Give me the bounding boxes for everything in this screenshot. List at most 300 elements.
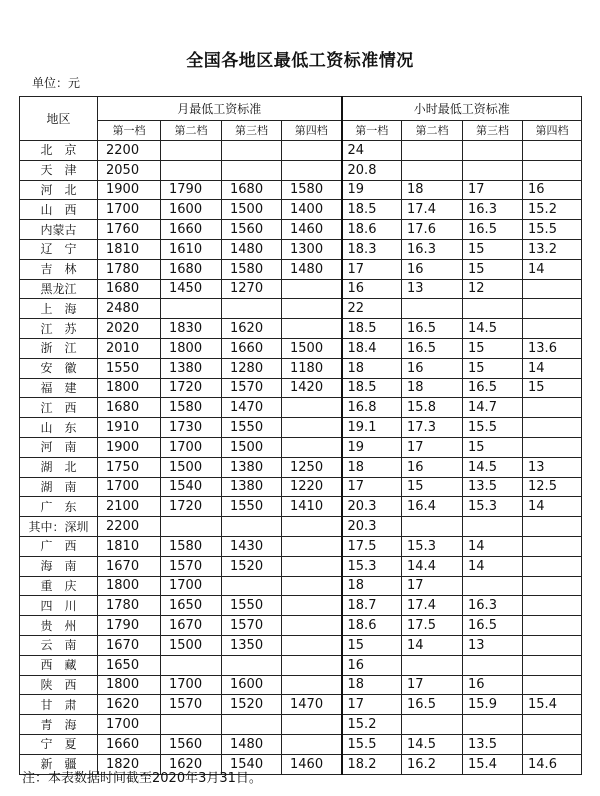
hourly-wage-cell: 15: [463, 358, 523, 378]
hourly-header: 小时最低工资标准: [342, 97, 582, 121]
monthly-wage-cell: [282, 141, 342, 161]
table-row: [20, 695, 582, 715]
hourly-wage-cell: [523, 734, 582, 754]
hourly-wage-cell: 17: [342, 477, 402, 497]
hourly-wage-cell: 15.2: [523, 200, 582, 220]
hourly-wage-cell: 14: [402, 635, 463, 655]
monthly-wage-cell: [222, 576, 282, 596]
monthly-wage-cell: 1500: [222, 437, 282, 457]
hourly-wage-cell: 18.5: [342, 378, 402, 398]
monthly-wage-cell: 1470: [222, 398, 282, 418]
monthly-wage-cell: 1570: [161, 556, 222, 576]
region-header: 地区: [20, 97, 98, 141]
monthly-wage-cell: 1620: [222, 319, 282, 339]
hourly-wage-cell: 18: [402, 180, 463, 200]
monthly-wage-cell: 1420: [282, 378, 342, 398]
hourly-wage-cell: [402, 715, 463, 735]
monthly-wage-cell: 1380: [222, 457, 282, 477]
monthly-wage-cell: 1380: [161, 358, 222, 378]
monthly-wage-cell: 1820: [98, 754, 161, 774]
monthly-wage-cell: 1900: [98, 180, 161, 200]
hourly-wage-cell: 17.4: [402, 596, 463, 616]
monthly-wage-cell: 1570: [222, 378, 282, 398]
hourly-wage-cell: [523, 299, 582, 319]
table-row: [20, 418, 582, 438]
monthly-wage-cell: 1480: [222, 734, 282, 754]
hourly-wage-cell: 18.6: [342, 616, 402, 636]
monthly-wage-cell: [161, 715, 222, 735]
monthly-wage-cell: 1350: [222, 635, 282, 655]
hourly-wage-cell: 16: [463, 675, 523, 695]
hourly-wage-cell: 15.4: [463, 754, 523, 774]
hourly-wage-cell: 16: [342, 279, 402, 299]
hourly-wage-cell: 13: [523, 457, 582, 477]
hourly-wage-cell: [523, 279, 582, 299]
monthly-wage-cell: 1580: [222, 259, 282, 279]
monthly-wage-cell: 1790: [161, 180, 222, 200]
monthly-wage-cell: 1180: [282, 358, 342, 378]
hourly-wage-cell: [402, 141, 463, 161]
hourly-tier-4: 第四档: [523, 121, 582, 141]
hourly-wage-cell: 17.3: [402, 418, 463, 438]
hourly-wage-cell: 18.2: [342, 754, 402, 774]
hourly-wage-cell: 13.5: [463, 477, 523, 497]
table-row: [20, 734, 582, 754]
table-row: [20, 141, 582, 161]
hourly-wage-cell: 16.3: [463, 200, 523, 220]
region-cell: 辽 宁: [20, 239, 98, 259]
hourly-wage-cell: 17: [402, 437, 463, 457]
hourly-wage-cell: 14: [463, 556, 523, 576]
monthly-wage-cell: 1380: [222, 477, 282, 497]
monthly-wage-cell: 1700: [161, 675, 222, 695]
hourly-wage-cell: [402, 299, 463, 319]
region-cell: 天 津: [20, 160, 98, 180]
hourly-wage-cell: [402, 655, 463, 675]
hourly-wage-cell: 17.5: [342, 536, 402, 556]
hourly-wage-cell: 15: [342, 635, 402, 655]
hourly-wage-cell: 14.5: [402, 734, 463, 754]
hourly-wage-cell: 18: [402, 378, 463, 398]
monthly-wage-cell: 1580: [161, 536, 222, 556]
hourly-tier-2: 第二档: [402, 121, 463, 141]
monthly-wage-cell: 1780: [98, 596, 161, 616]
region-cell: 山 西: [20, 200, 98, 220]
region-cell: 西 藏: [20, 655, 98, 675]
hourly-wage-cell: 13: [463, 635, 523, 655]
table-row: [20, 180, 582, 200]
monthly-wage-cell: 1660: [161, 220, 222, 240]
monthly-wage-cell: 1720: [161, 497, 222, 517]
hourly-wage-cell: [523, 517, 582, 537]
monthly-wage-cell: 1800: [98, 576, 161, 596]
table-row: [20, 536, 582, 556]
region-cell: 内蒙古: [20, 220, 98, 240]
monthly-wage-cell: [282, 437, 342, 457]
monthly-wage-cell: 1580: [282, 180, 342, 200]
table-row: [20, 200, 582, 220]
monthly-wage-cell: [161, 299, 222, 319]
hourly-tier-3: 第三档: [463, 121, 523, 141]
monthly-wage-cell: 1400: [282, 200, 342, 220]
monthly-wage-cell: [222, 715, 282, 735]
hourly-wage-cell: 18: [342, 457, 402, 477]
hourly-wage-cell: 14.5: [463, 457, 523, 477]
monthly-wage-cell: 1540: [222, 754, 282, 774]
table-row: [20, 655, 582, 675]
monthly-wage-cell: 1700: [98, 200, 161, 220]
region-cell: 吉 林: [20, 259, 98, 279]
hourly-wage-cell: 14.4: [402, 556, 463, 576]
monthly-wage-cell: [282, 734, 342, 754]
hourly-wage-cell: [463, 576, 523, 596]
monthly-wage-cell: 1550: [222, 418, 282, 438]
hourly-wage-cell: [523, 160, 582, 180]
hourly-wage-cell: [523, 655, 582, 675]
hourly-wage-cell: 15.4: [523, 695, 582, 715]
hourly-wage-cell: [463, 160, 523, 180]
monthly-wage-cell: 1220: [282, 477, 342, 497]
monthly-wage-cell: 1550: [222, 596, 282, 616]
hourly-wage-cell: 14.7: [463, 398, 523, 418]
monthly-wage-cell: 1720: [161, 378, 222, 398]
hourly-wage-cell: 15: [463, 239, 523, 259]
monthly-header: 月最低工资标准: [98, 97, 342, 121]
hourly-wage-cell: [463, 715, 523, 735]
table-row: [20, 576, 582, 596]
monthly-wage-cell: 1500: [161, 635, 222, 655]
region-cell: 江 西: [20, 398, 98, 418]
table-row: [20, 437, 582, 457]
monthly-wage-cell: 1620: [161, 754, 222, 774]
monthly-wage-cell: [282, 616, 342, 636]
hourly-wage-cell: 17.6: [402, 220, 463, 240]
monthly-wage-cell: [282, 675, 342, 695]
hourly-wage-cell: 13.6: [523, 338, 582, 358]
hourly-wage-cell: 14: [523, 358, 582, 378]
hourly-wage-cell: 14: [523, 259, 582, 279]
hourly-wage-cell: [523, 635, 582, 655]
hourly-wage-cell: 15.9: [463, 695, 523, 715]
region-cell: 新 疆: [20, 754, 98, 774]
monthly-wage-cell: [282, 635, 342, 655]
hourly-wage-cell: 13: [402, 279, 463, 299]
hourly-wage-cell: 17.5: [402, 616, 463, 636]
monthly-wage-cell: 1500: [222, 200, 282, 220]
monthly-wage-cell: 1700: [98, 477, 161, 497]
monthly-wage-cell: [282, 319, 342, 339]
region-cell: 贵 州: [20, 616, 98, 636]
monthly-tier-4: 第四档: [282, 121, 342, 141]
hourly-wage-cell: 15: [463, 437, 523, 457]
monthly-wage-cell: 1680: [222, 180, 282, 200]
hourly-wage-cell: 15.3: [402, 536, 463, 556]
monthly-wage-cell: 1670: [98, 556, 161, 576]
monthly-wage-cell: [282, 517, 342, 537]
monthly-wage-cell: 1780: [98, 259, 161, 279]
monthly-wage-cell: 2020: [98, 319, 161, 339]
monthly-wage-cell: 1620: [98, 695, 161, 715]
hourly-wage-cell: 22: [342, 299, 402, 319]
monthly-wage-cell: 1760: [98, 220, 161, 240]
table-row: [20, 358, 582, 378]
hourly-wage-cell: 16: [342, 655, 402, 675]
hourly-wage-cell: [523, 418, 582, 438]
hourly-wage-cell: 15.8: [402, 398, 463, 418]
monthly-wage-cell: [282, 279, 342, 299]
monthly-wage-cell: 1520: [222, 556, 282, 576]
monthly-wage-cell: 1570: [161, 695, 222, 715]
table-row: [20, 477, 582, 497]
monthly-wage-cell: [282, 556, 342, 576]
hourly-wage-cell: [523, 398, 582, 418]
region-cell: 北 京: [20, 141, 98, 161]
monthly-wage-cell: 1660: [222, 338, 282, 358]
hourly-wage-cell: [523, 675, 582, 695]
monthly-wage-cell: 1410: [282, 497, 342, 517]
hourly-wage-cell: 19: [342, 180, 402, 200]
monthly-wage-cell: 1540: [161, 477, 222, 497]
table-row: [20, 517, 582, 537]
monthly-wage-cell: 1600: [222, 675, 282, 695]
monthly-wage-cell: 1810: [98, 536, 161, 556]
monthly-wage-cell: 1430: [222, 536, 282, 556]
hourly-wage-cell: 16.8: [342, 398, 402, 418]
monthly-wage-cell: 1520: [222, 695, 282, 715]
region-cell: 甘 肃: [20, 695, 98, 715]
monthly-wage-cell: [222, 655, 282, 675]
hourly-wage-cell: [523, 319, 582, 339]
monthly-wage-cell: 1680: [98, 398, 161, 418]
hourly-wage-cell: 17: [402, 675, 463, 695]
unit-label: 单位：元: [32, 76, 81, 90]
monthly-wage-cell: 1600: [161, 200, 222, 220]
table-row: [20, 378, 582, 398]
hourly-wage-cell: 19: [342, 437, 402, 457]
hourly-wage-cell: 14: [463, 536, 523, 556]
hourly-wage-cell: [523, 141, 582, 161]
region-cell: 河 北: [20, 180, 98, 200]
hourly-wage-cell: [523, 437, 582, 457]
hourly-wage-cell: 17: [342, 695, 402, 715]
monthly-wage-cell: [282, 418, 342, 438]
hourly-wage-cell: 12: [463, 279, 523, 299]
monthly-tier-1: 第一档: [98, 121, 161, 141]
monthly-wage-cell: [282, 160, 342, 180]
hourly-wage-cell: [523, 596, 582, 616]
monthly-tier-3: 第三档: [222, 121, 282, 141]
monthly-wage-cell: [282, 536, 342, 556]
monthly-tier-2: 第二档: [161, 121, 222, 141]
monthly-wage-cell: 1550: [222, 497, 282, 517]
region-cell: 安 徽: [20, 358, 98, 378]
hourly-wage-cell: 15: [463, 259, 523, 279]
monthly-wage-cell: 1270: [222, 279, 282, 299]
region-cell: 江 苏: [20, 319, 98, 339]
monthly-wage-cell: 1280: [222, 358, 282, 378]
hourly-wage-cell: [463, 299, 523, 319]
hourly-wage-cell: 19.1: [342, 418, 402, 438]
hourly-wage-cell: 12.5: [523, 477, 582, 497]
hourly-wage-cell: 15.3: [342, 556, 402, 576]
hourly-wage-cell: 16.5: [402, 338, 463, 358]
hourly-wage-cell: [523, 715, 582, 735]
region-cell: 四 川: [20, 596, 98, 616]
wage-table: [19, 96, 582, 775]
hourly-wage-cell: 13.2: [523, 239, 582, 259]
region-cell: 重 庆: [20, 576, 98, 596]
hourly-wage-cell: 18.3: [342, 239, 402, 259]
region-cell: 宁 夏: [20, 734, 98, 754]
monthly-wage-cell: 1910: [98, 418, 161, 438]
monthly-wage-cell: 1560: [222, 220, 282, 240]
hourly-wage-cell: 16: [402, 358, 463, 378]
hourly-wage-cell: 15.5: [342, 734, 402, 754]
monthly-wage-cell: 1670: [161, 616, 222, 636]
table-row: [20, 596, 582, 616]
monthly-wage-cell: 2200: [98, 141, 161, 161]
monthly-wage-cell: 1670: [98, 635, 161, 655]
hourly-wage-cell: 15.3: [463, 497, 523, 517]
monthly-wage-cell: 1550: [98, 358, 161, 378]
monthly-wage-cell: 1800: [161, 338, 222, 358]
hourly-wage-cell: 15: [402, 477, 463, 497]
hourly-wage-cell: 14: [523, 497, 582, 517]
monthly-wage-cell: 1500: [161, 457, 222, 477]
table-row: [20, 556, 582, 576]
region-cell: 广 东: [20, 497, 98, 517]
monthly-wage-cell: 1650: [98, 655, 161, 675]
monthly-wage-cell: 1650: [161, 596, 222, 616]
hourly-wage-cell: 18.5: [342, 319, 402, 339]
monthly-wage-cell: 1460: [282, 220, 342, 240]
hourly-wage-cell: 15: [523, 378, 582, 398]
hourly-wage-cell: 16.2: [402, 754, 463, 774]
monthly-wage-cell: [282, 576, 342, 596]
table-row: [20, 160, 582, 180]
monthly-wage-cell: [222, 517, 282, 537]
hourly-wage-cell: 16.5: [463, 616, 523, 636]
hourly-wage-cell: 18.4: [342, 338, 402, 358]
monthly-wage-cell: 1730: [161, 418, 222, 438]
monthly-wage-cell: 2010: [98, 338, 161, 358]
monthly-wage-cell: 1610: [161, 239, 222, 259]
monthly-wage-cell: 1480: [282, 259, 342, 279]
monthly-wage-cell: 1700: [98, 715, 161, 735]
monthly-wage-cell: 1250: [282, 457, 342, 477]
table-row: [20, 616, 582, 636]
hourly-wage-cell: 16.4: [402, 497, 463, 517]
monthly-wage-cell: [161, 517, 222, 537]
hourly-wage-cell: 13.5: [463, 734, 523, 754]
table-row: [20, 299, 582, 319]
table-row: [20, 635, 582, 655]
monthly-wage-cell: 1790: [98, 616, 161, 636]
hourly-wage-cell: 15.5: [463, 418, 523, 438]
monthly-wage-cell: 1680: [98, 279, 161, 299]
table-row: [20, 239, 582, 259]
hourly-wage-cell: 17.4: [402, 200, 463, 220]
monthly-wage-cell: 1300: [282, 239, 342, 259]
hourly-wage-cell: 18.6: [342, 220, 402, 240]
region-cell: 山 东: [20, 418, 98, 438]
monthly-wage-cell: 1680: [161, 259, 222, 279]
monthly-wage-cell: [222, 141, 282, 161]
monthly-wage-cell: 1570: [222, 616, 282, 636]
hourly-wage-cell: 17: [463, 180, 523, 200]
monthly-wage-cell: 1660: [98, 734, 161, 754]
hourly-wage-cell: 18.7: [342, 596, 402, 616]
region-cell: 上 海: [20, 299, 98, 319]
region-cell: 广 西: [20, 536, 98, 556]
monthly-wage-cell: 1580: [161, 398, 222, 418]
hourly-wage-cell: 16.5: [463, 220, 523, 240]
table-row: [20, 338, 582, 358]
table-row: [20, 398, 582, 418]
table-row: [20, 220, 582, 240]
region-cell: 河 南: [20, 437, 98, 457]
monthly-wage-cell: [161, 141, 222, 161]
region-cell: 海 南: [20, 556, 98, 576]
monthly-wage-cell: [282, 655, 342, 675]
monthly-wage-cell: 1480: [222, 239, 282, 259]
hourly-wage-cell: 14.6: [523, 754, 582, 774]
hourly-wage-cell: [463, 655, 523, 675]
monthly-wage-cell: [222, 299, 282, 319]
monthly-wage-cell: [161, 160, 222, 180]
table-row: [20, 259, 582, 279]
monthly-wage-cell: 2100: [98, 497, 161, 517]
monthly-wage-cell: [282, 398, 342, 418]
monthly-wage-cell: [282, 596, 342, 616]
monthly-wage-cell: 2200: [98, 517, 161, 537]
hourly-wage-cell: [402, 160, 463, 180]
monthly-wage-cell: 1750: [98, 457, 161, 477]
hourly-wage-cell: [523, 616, 582, 636]
monthly-wage-cell: 1800: [98, 378, 161, 398]
hourly-wage-cell: 15.5: [523, 220, 582, 240]
monthly-wage-cell: 1800: [98, 675, 161, 695]
region-cell: 黑龙江: [20, 279, 98, 299]
hourly-wage-cell: 24: [342, 141, 402, 161]
region-cell: 其中：深圳: [20, 517, 98, 537]
hourly-wage-cell: [463, 517, 523, 537]
hourly-wage-cell: 14.5: [463, 319, 523, 339]
table-row: [20, 279, 582, 299]
monthly-wage-cell: 1460: [282, 754, 342, 774]
hourly-wage-cell: 15: [463, 338, 523, 358]
hourly-wage-cell: 15.2: [342, 715, 402, 735]
hourly-wage-cell: 18.5: [342, 200, 402, 220]
table-row: [20, 457, 582, 477]
hourly-wage-cell: 18: [342, 358, 402, 378]
monthly-wage-cell: 1810: [98, 239, 161, 259]
table-row: [20, 715, 582, 735]
table-row: [20, 497, 582, 517]
monthly-wage-cell: 1470: [282, 695, 342, 715]
hourly-wage-cell: 16.3: [463, 596, 523, 616]
region-cell: 湖 南: [20, 477, 98, 497]
hourly-wage-cell: 16: [402, 259, 463, 279]
monthly-wage-cell: 1700: [161, 576, 222, 596]
monthly-wage-cell: 1500: [282, 338, 342, 358]
hourly-wage-cell: 16: [402, 457, 463, 477]
monthly-wage-cell: 2480: [98, 299, 161, 319]
hourly-wage-cell: 17: [402, 576, 463, 596]
monthly-wage-cell: [282, 299, 342, 319]
hourly-wage-cell: 16.5: [402, 695, 463, 715]
hourly-wage-cell: 18: [342, 675, 402, 695]
